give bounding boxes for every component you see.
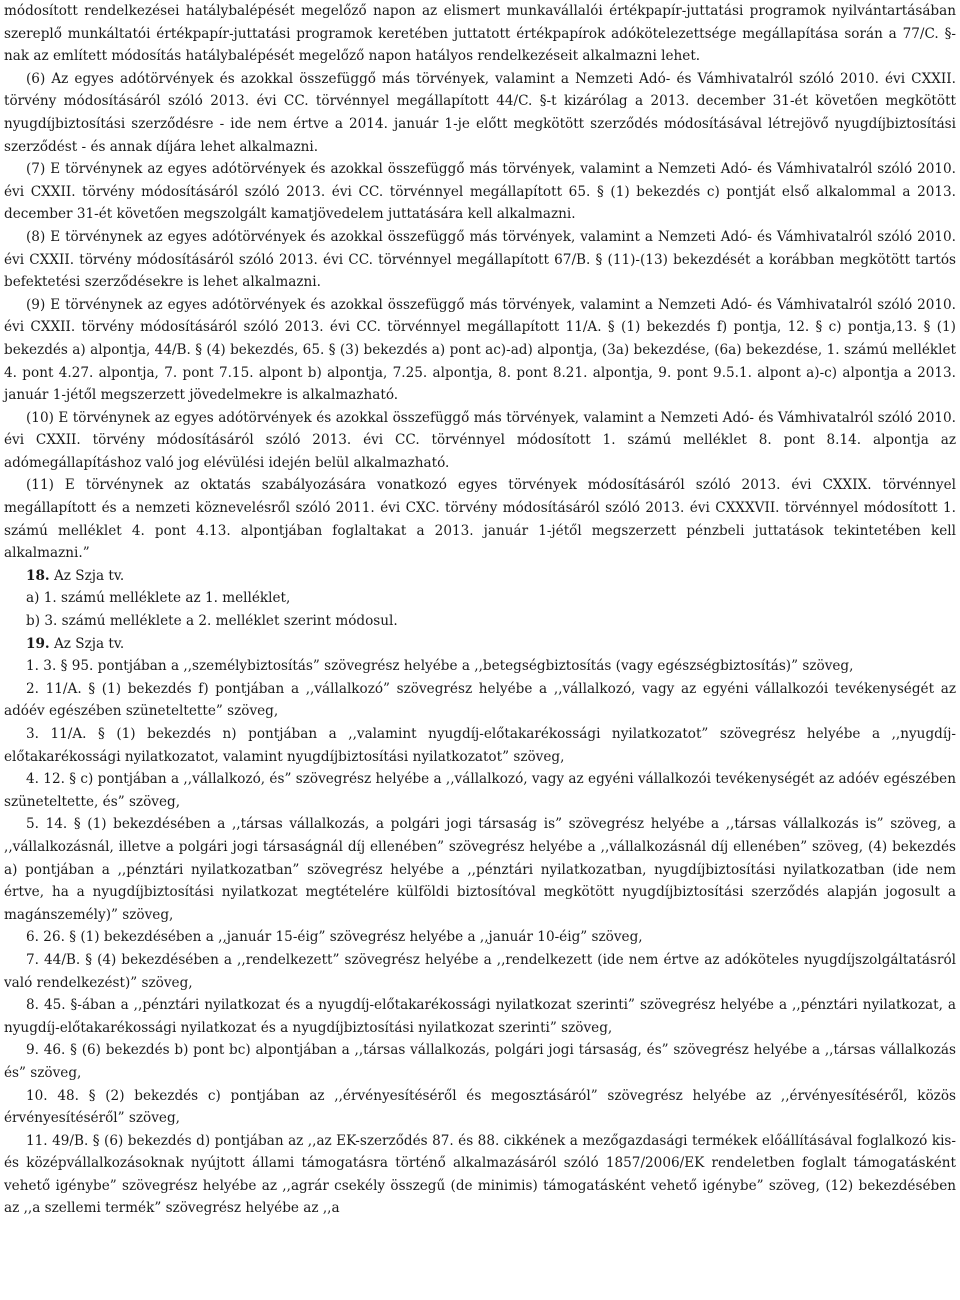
section-19-number: 19. <box>26 635 50 652</box>
paragraph-7: (7) E törvénynek az egyes adótörvények és azokkal összefüggő más törvények, valamint a Nemzeti Adó- és Vámhivatalról szóló 2010. évi CXXII. törvény módosításáról szóló 2013. évi CC. törvénnyel megállapított 65. § (1) bekezdés c) pontját első alkalommal a 2013. december 31-ét követően megszolgált kamatjövedelem juttatására kell alkalmazni. <box>4 161 956 223</box>
section-19-heading <box>4 633 956 656</box>
section-19-item-3: 3. 11/A. § (1) bekezdés n) pontjában a ,,valamint nyugdíj-előtakarékossági nyilatkozatot” szövegrész helyébe a ,,nyugdíj-előtakarékossági nyilatkozatot, valamint nyugdíjbiztosítási nyilatkozatot” szöveg, <box>4 726 956 765</box>
paragraph-10: (10) E törvénynek az egyes adótörvények és azokkal összefüggő más törvények, valamint a Nemzeti Adó- és Vámhivatalról szóló 2010. évi CXXII. törvény módosításáról szóló 2013. évi CC. törvénnyel módosított 1. számú melléklet 8. pont 8.14. alpontja az adómegállapításhoz való jog elévülési idején belül alkalmazható. <box>4 409 956 471</box>
section-19-item-10: 10. 48. § (2) bekezdés c) pontjában az ,,érvényesítéséről és megosztásáról” szövegrész helyébe az ,,érvényesítéséről, közös érvényesítéséről” szöveg, <box>4 1087 956 1127</box>
section-19-item-1: 1. 3. § 95. pontjában a ,,személybiztosítás” szövegrész helyébe a ,,betegségbiztosítás (vagy egészségbiztosítás)” szöveg, <box>26 658 854 675</box>
section-19-item-11: 11. 49/B. § (6) bekezdés d) pontjában az ,,az EK-szerződés 87. és 88. cikkének a mezőgazdasági termékek előállításával foglalkozó kis- és középvállalkozásoknak nyújtott állami támogatásra történő alkalmazásáról szóló 1857/2006/EK rendeletben foglalt támogatásként vehető igénybe” szövegrész helyébe az ,,agrár csekély összegű (de minimis) támogatásként vehető igénybe” szöveg, (12) bekezdésében az ,,a szellemi termék” szövegrész helyébe az ,,a <box>4 1132 956 1217</box>
paragraph-9: (9) E törvénynek az egyes adótörvények és azokkal összefüggő más törvények, valamint a Nemzeti Adó- és Vámhivatalról szóló 2010. évi CXXII. törvény módosításáról szóló 2013. évi CC. törvénnyel megállapított 11/A. § (1) bekezdés f) pontja, 12. § c) pontja,13. § (1) bekezdés a) alpontja, 44/B. § (4) bekezdés, 65. § (3) bekezdés a) pont ac)-ad) alpontja, (3a) bekezdése, (6a) bekezdése, 1. számú melléklet 4. pont 4.27. alpontja, 7. pont 7.15. alpont b) alpontja, 7.25. alpontja, 8. pont 8.21. alpontja, 9. pont 9.5.1. alpont a)-c) alpontja a 2013. január 1-jétől megszerzett jövedelmekre is alkalmazható. <box>4 296 956 404</box>
section-19-item-7: 7. 44/B. § (4) bekezdésében a ,,rendelkezett” szövegrész helyébe a ,,rendelkezett (ide nem értve az adóköteles nyugdíjszolgáltatásról való rendelkezést)” szöveg, <box>4 951 956 991</box>
section-18-number: 18. <box>26 567 50 584</box>
section-19-item-6: 6. 26. § (1) bekezdésében a ,,január 15-éig” szövegrész helyébe a ,,január 10-éig” szöveg, <box>26 929 643 946</box>
section-19-item-2: 2. 11/A. § (1) bekezdés f) pontjában a ,,vállalkozó” szövegrész helyébe a ,,vállalkozó, vagy az egyéni vállalkozói tevékenységét az adóév egészében szüneteltette” szöveg, <box>4 680 956 720</box>
section-19-item-4: 4. 12. § c) pontjában a ,,vállalkozó, és” szövegrész helyébe a ,,vállalkozó, vagy az egyéni vállalkozói tevékenységét az adóév egészében szüneteltette, és” szöveg, <box>4 771 956 810</box>
section-18-item-a: a) 1. számú melléklete az 1. melléklet, <box>26 590 291 607</box>
section-18-item-b: b) 3. számú melléklete a 2. melléklet szerint módosul. <box>26 613 398 630</box>
section-18-text: Az Szja tv. <box>49 567 125 584</box>
paragraph-continuation: módosított rendelkezései hatálybalépését megelőző napon az elismert munkavállalói értékpapír-juttatási programok nyilvántartásában szereplő munkáltatói értékpapír-juttatási programok keretében juttatott értékpapírok adókötelezettsége megállapítása során a 77/C. §-nak az említett módosítás hatálybalépését megelőző napon hatályos rendelkezéseit alkalmazni lehet. <box>4 3 956 65</box>
section-19-item-5: 5. 14. § (1) bekezdésében a ,,társas vállalkozás, a polgári jogi társaság is” szövegrész helyébe a ,,társas vállalkozás is” szöveg, a ,,vállalkozásnál, illetve a polgári jogi társaságnál díj ellenében” szövegrész helyébe a ,,vállalkozásnál díj ellenében” szöveg, (4) bekezdés a) pontjában a ,,pénztári nyilatkozatban” szövegrész helyébe a ,,pénztári nyilatkozatban, nyugdíjbiztosítási nyilatkozatban (ide nem értve, ha a nyugdíjbiztosítási nyilatkozat megtételére külföldi biztosítóval megkötött nyugdíjbiztosítási szerződés alapján jogosult a magánszemély)” szöveg, <box>4 816 956 923</box>
section-19-text: Az Szja tv. <box>49 635 125 652</box>
section-19-item-8: 8. 45. §-ában a ,,pénztári nyilatkozat és a nyugdíj-előtakarékossági nyilatkozat szerinti” szövegrész helyébe a ,,pénztári nyilatkozat, a nyugdíj-előtakarékossági nyilatkozat és a nyugdíjbiztosítási nyilatkozat szerinti” szöveg, <box>4 997 956 1036</box>
section-18-heading <box>4 565 956 588</box>
paragraph-11: (11) E törvénynek az oktatás szabályozására vonatkozó egyes törvények módosításáról szóló 2013. évi CXXIX. törvénnyel megállapított és a nemzeti köznevelésről szóló 2011. évi CXC. törvény módosításáról szóló 2013. évi CXXXVII. törvénnyel módosított 1. számú melléklet 4. pont 4.13. alpontjában foglaltakat a 2013. január 1-jétől megszerzett pénzbeli juttatások tekintetében kell alkalmazni.” <box>4 477 956 562</box>
section-19-item-9: 9. 46. § (6) bekezdés b) pont bc) alpontjában a ,,társas vállalkozás, polgári jogi társaság, és” szövegrész helyébe a ,,társas vállalkozás és” szöveg, <box>4 1042 956 1081</box>
paragraph-6: (6) Az egyes adótörvények és azokkal összefüggő más törvények, valamint a Nemzeti Adó- és Vámhivatalról szóló 2010. évi CXXII. törvény módosításáról szóló 2013. évi CC. törvénnyel megállapított 44/C. §-t kizárólag a 2013. december 31-ét követően megkötött nyugdíjbiztosítási szerződésre - ide nem értve a 2014. január 1-je előtt megkötött szerződés módosításával létrejövő nyugdíjbiztosítási szerződést - és annak díjára lehet alkalmazni. <box>4 70 956 155</box>
paragraph-8: (8) E törvénynek az egyes adótörvények és azokkal összefüggő más törvények, valamint a Nemzeti Adó- és Vámhivatalról szóló 2010. évi CXXII. törvény módosításáról szóló 2013. évi CC. törvénnyel megállapított 67/B. § (11)-(13) bekezdését a korábban megkötött tartós befektetési szerződésekre is lehet alkalmazni. <box>4 228 956 291</box>
